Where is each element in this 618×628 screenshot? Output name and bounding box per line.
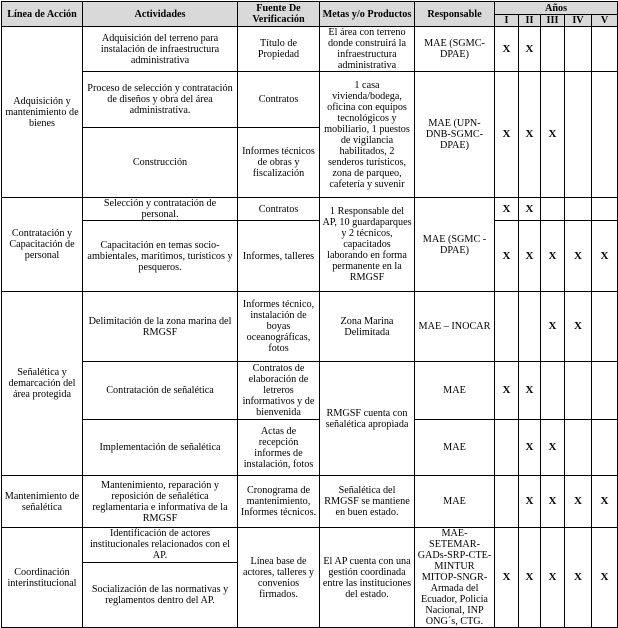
year-mark: X (592, 476, 618, 528)
fuente-cell: Informes técnico, instalación de boyas oceanográficas, fotos (238, 292, 320, 362)
year-empty (541, 198, 565, 221)
year-empty (565, 72, 592, 198)
year-empty (592, 362, 618, 420)
year-mark: X (495, 221, 519, 292)
year-header-1: I (495, 15, 519, 27)
year-mark: X (541, 420, 565, 476)
year-mark: X (541, 292, 565, 362)
year-mark: X (495, 27, 519, 72)
responsable-cell: MAE (UPN-DNB-SGMC-DPAE) (415, 72, 495, 198)
col-header-actividades: Actividades (83, 2, 238, 27)
year-empty (565, 198, 592, 221)
action-plan-table (1, 1, 618, 628)
year-mark: X (519, 528, 541, 628)
metas-cell: RMGSF cuenta con señalética apropiada (320, 362, 415, 476)
fuente-cell: Informes, talleres (238, 221, 320, 292)
year-mark: X (495, 72, 519, 198)
year-mark: X (541, 476, 565, 528)
actividad-cell: Capacitación en temas socio-ambientales, marítimos, turísticos y pesqueros. (83, 221, 238, 292)
fuente-cell: Título de Propiedad (238, 27, 320, 72)
fuente-cell: Informes técnicos de obras y fiscalización (238, 128, 320, 198)
year-mark: X (565, 476, 592, 528)
metas-cell: El AP cuenta con una gestión coordinada entre las instituciones del estado. (320, 528, 415, 628)
col-header-anios: Años (495, 2, 618, 15)
year-mark: X (519, 362, 541, 420)
fuente-cell: Contratos de elaboración de letreros informativos y de bienvenida (238, 362, 320, 420)
responsable-cell: MAE-SETEMAR-GADs-SRP-CTE-MINTUR MITOP-SNGR-Armada del Ecuador, Policía Nacional, INP ONG´s, CTG. (415, 528, 495, 628)
actividad-cell: Identificación de actores institucionales relacionados con el AP. (83, 528, 238, 563)
actividad-cell: Contratación de señalética (83, 362, 238, 420)
year-empty (592, 198, 618, 221)
year-empty (592, 420, 618, 476)
year-mark: X (519, 198, 541, 221)
fuente-cell: Cronograma de mantenimiento, Informes técnicos. (238, 476, 320, 528)
year-empty (541, 27, 565, 72)
responsable-cell: MAE (415, 420, 495, 476)
year-mark: X (519, 27, 541, 72)
year-header-3: III (541, 15, 565, 27)
year-empty (519, 292, 541, 362)
metas-cell: Señalética del RMGSF se mantiene en buen estado. (320, 476, 415, 528)
year-header-2: II (519, 15, 541, 27)
year-mark: X (495, 198, 519, 221)
year-empty (565, 27, 592, 72)
col-header-responsable: Responsable (415, 2, 495, 27)
year-empty (592, 292, 618, 362)
linea-accion-cell: Mantenimiento de señalética (2, 476, 83, 528)
actividad-cell: Construcción (83, 128, 238, 198)
year-empty (495, 292, 519, 362)
fuente-cell: Contratos (238, 198, 320, 221)
year-empty (592, 27, 618, 72)
year-mark: X (565, 528, 592, 628)
year-empty (565, 362, 592, 420)
responsable-cell: MAE (415, 362, 495, 420)
year-mark: X (495, 362, 519, 420)
actividad-cell: Implementación de señalética (83, 420, 238, 476)
year-mark: X (592, 221, 618, 292)
responsable-cell: MAE – INOCAR (415, 292, 495, 362)
responsable-cell: MAE (SGMC-DPAE) (415, 27, 495, 72)
responsable-cell: MAE (SGMC - DPAE) (415, 198, 495, 292)
col-header-metas: Metas y/o Productos (320, 2, 415, 27)
year-empty (592, 72, 618, 198)
actividad-cell: Mantenimiento, reparación y reposición de señalética reglamentaria e informativa de la RMGSF (83, 476, 238, 528)
fuente-cell: Línea base de actores, talleres y convenios firmados. (238, 528, 320, 628)
metas-cell: El área con terreno donde construirá la infraestructura administrativa (320, 27, 415, 72)
actividad-cell: Delimitación de la zona marina del RMGSF (83, 292, 238, 362)
year-mark: X (541, 221, 565, 292)
year-mark: X (592, 528, 618, 628)
year-mark: X (519, 72, 541, 198)
year-empty (541, 362, 565, 420)
metas-cell: 1 casa vivienda/bodega, oficina con equipos tecnológicos y mobiliario, 1 puestos de vigilancia habilitados, 2 senderos turísticos, zona de parqueo, cafetería y suvenir (320, 72, 415, 198)
year-mark: X (541, 528, 565, 628)
actividad-cell: Proceso de selección y contratación de diseños y obra del área administrativa. (83, 72, 238, 128)
year-header-5: V (592, 15, 618, 27)
metas-cell: 1 Responsable del AP, 10 guardaparques y 2 técnicos, capacitados laborando en forma permanente en la RMGSF (320, 198, 415, 292)
year-mark: X (519, 420, 541, 476)
col-header-fuente: Fuente De Verificación (238, 2, 320, 27)
year-empty (495, 476, 519, 528)
actividad-cell: Adquisición del terreno para instalación de infraestructura administrativa (83, 27, 238, 72)
year-empty (565, 420, 592, 476)
linea-accion-cell: Señalética y demarcación del área protegida (2, 292, 83, 476)
year-mark: X (565, 221, 592, 292)
linea-accion-cell: Contratación y Capacitación de personal (2, 198, 83, 292)
actividad-cell: Selección y contratación de personal. (83, 198, 238, 221)
linea-accion-cell: Adquisición y mantenimiento de bienes (2, 27, 83, 198)
linea-accion-cell: Coordinación interinstitucional (2, 528, 83, 628)
year-empty (495, 420, 519, 476)
col-header-linea: Línea de Acción (2, 2, 83, 27)
year-mark: X (541, 72, 565, 198)
metas-cell: Zona Marina Delimitada (320, 292, 415, 362)
actividad-cell: Socialización de las normativas y reglamentos dentro del AP. (83, 562, 238, 627)
year-header-4: IV (565, 15, 592, 27)
fuente-cell: Actas de recepción informes de instalación, fotos (238, 420, 320, 476)
year-mark: X (519, 221, 541, 292)
fuente-cell: Contratos (238, 72, 320, 128)
year-mark: X (519, 476, 541, 528)
year-mark: X (495, 528, 519, 628)
year-mark: X (565, 292, 592, 362)
responsable-cell: MAE (415, 476, 495, 528)
